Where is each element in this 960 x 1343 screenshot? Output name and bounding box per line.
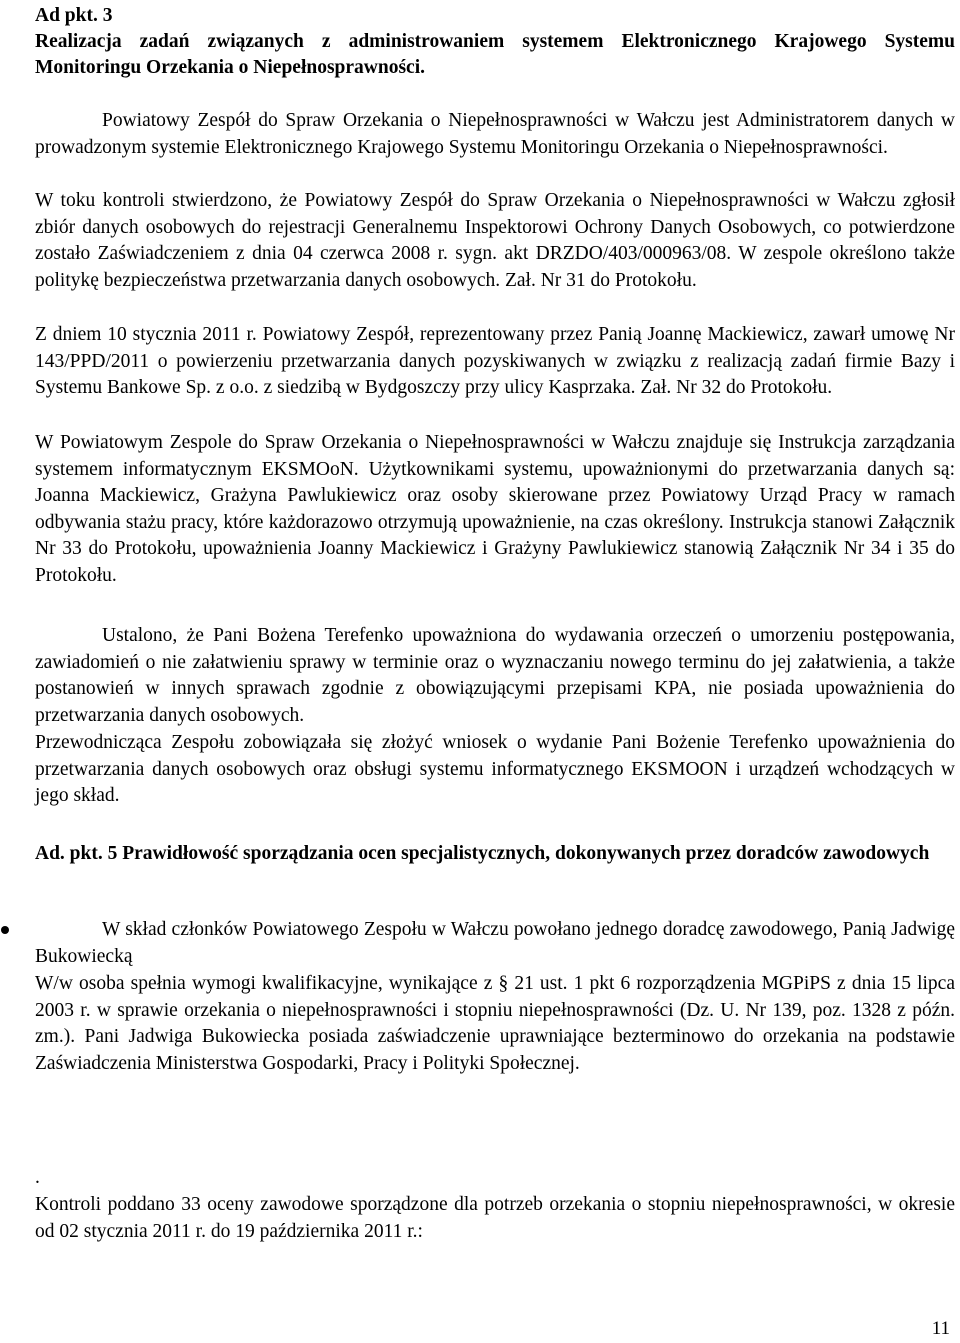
paragraph-assessments: Kontroli poddano 33 oceny zawodowe sporządzone dla potrzeb orzekania o stopniu niepełnosprawności, w okresie od 02 stycznia 2011 r. do 19 października 2011 r.: — [35, 1194, 955, 1242]
paragraph-inspection-findings: W toku kontroli stwierdzono, że Powiatowy Zespół do Spraw Orzekania o Niepełnosprawności w Wałczu zgłosił zbiór danych osobowych do rejestracji Generalnemu Inspektorowi Ochrony Danych Osobowych, co potwierdzone zostało Zaświadczeniem z dnia 04 czerwca 2008 r. sygn. akt DRZDO/403/000963/08. W zespole określono także politykę bezpieczeństwa przetwarzania danych osobowych. Zał. Nr 31 do Protokołu. — [35, 190, 955, 291]
section-5-heading: Ad. pkt. 5 Prawidłowość sporządzania ocen specjalistycznych, dokonywanych przez doradców zawodowych — [35, 843, 930, 864]
section-3-title: Realizacja zadań związanych z administrowaniem systemem Elektronicznego Krajowego Systemu Monitoringu Orzekania o Niepełnosprawności. — [35, 31, 955, 78]
section-3-heading — [35, 3, 955, 81]
paragraph-administrator: Powiatowy Zespół do Spraw Orzekania o Niepełnosprawności w Wałczu jest Administratorem danych w prowadzonym systemie Elektronicznego Krajowego Systemu Monitoringu Orzekania o Niepełnosprawności. — [35, 110, 955, 158]
paragraph-chairwoman: Przewodnicząca Zespołu zobowiązała się złożyć wniosek o wydanie Pani Bożenie Terefenko upoważnienia do przetwarzania danych osobowych oraz obsługi systemu informatycznego EKSMOON i urządzeń wchodzących w jego skład. — [35, 732, 955, 807]
paragraph-authorization: Ustalono, że Pani Bożena Terefenko upoważniona do wydawania orzeczeń o umorzeniu postępowania, zawiadomień o nie załatwieniu sprawy w terminie oraz o wyznaczaniu nowego terminu do jej załatwienia, a także postanowień w innych sprawach zgodnie z obowiązującymi przepisami KPA, nie posiada upoważnienia do przetwarzania danych osobowych. — [35, 625, 955, 726]
section-3-label: Ad pkt. 3 — [35, 5, 113, 26]
separator-dot: . — [35, 1167, 40, 1188]
paragraph-qualifications: W/w osoba spełnia wymogi kwalifikacyjne, wynikające z § 21 ust. 1 pkt 6 rozporządzenia MGPiPS z dnia 15 lipca 2003 r. w sprawie orzekania o niepełnosprawności i stopniu niepełnosprawności (Dz. U. Nr 139, poz. 1328 z późn. zm.). Pani Jadwiga Bukowiecka posiada zaświadczenie uprawniające bezterminowo do orzekania na podstawie Zaświadczenia Ministerstwa Gospodarki, Pracy i Polityki Społecznej. — [35, 973, 955, 1074]
page-number: 11 — [931, 1318, 950, 1339]
bullet-icon — [0, 923, 12, 935]
paragraph-agreement: Z dniem 10 stycznia 2011 r. Powiatowy Zespół, reprezentowany przez Panią Joannę Mackiewicz, zawarł umowę Nr 143/PPD/2011 o powierzeniu przetwarzania danych pozyskiwanych w związku z realizacją zadań firmie Bazy i Systemu Bankowe Sp. z o.o. z siedzibą w Bydgoszczy przy ulicy Kasprzaka. Zał. Nr 32 do Protokołu. — [35, 324, 955, 399]
paragraph-instructions: W Powiatowym Zespole do Spraw Orzekania o Niepełnosprawności w Wałczu znajduje się Instrukcja zarządzania systemem informatycznym EKSMOoN. Użytkownikami systemu, upoważnionymi do przetwarzania danych są: Joanna Mackiewicz, Grażyna Pawlukiewicz oraz osoby skierowane przez Powiatowy Urząd Pracy w ramach odbywania stażu pracy, które każdorazowo otrzymują upoważnienie, na czas określony. Instrukcja stanowi Załącznik Nr 33 do Protokołu, upoważnienia Joanny Mackiewicz i Grażyny Pawlukiewicz stanowią Załącznik Nr 34 i 35 do Protokołu. — [35, 432, 955, 586]
paragraph-advisor: W skład członków Powiatowego Zespołu w Wałczu powołano jednego doradcę zawodowego, Panią Jadwigę Bukowiecką — [35, 919, 955, 967]
